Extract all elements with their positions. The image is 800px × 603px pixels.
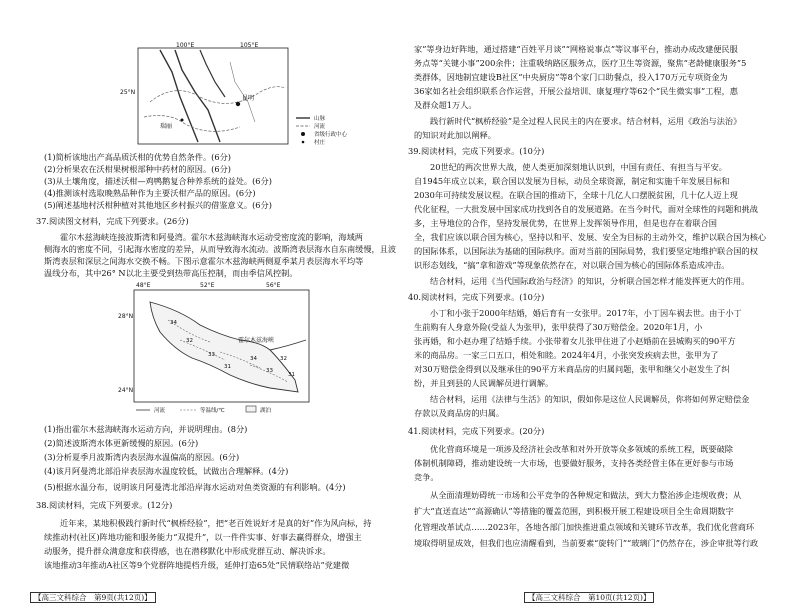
map2-legend-iso: 等温线/℃: [200, 408, 225, 414]
map2-lon-3: 56°E: [266, 282, 281, 289]
map1-legend-capital: 省级行政中心: [314, 132, 348, 138]
q40-text-6: 纷，并且到县的人民调解员进行调解。: [414, 378, 554, 388]
q37-text-3: 斯湾表层和深层之间海水交换不畅。下图示意霍尔木兹海峡两侧夏季某月表层海水平均等: [44, 256, 364, 266]
map2-iso-6: 33: [266, 368, 273, 374]
map2-iso-3: 33: [208, 352, 215, 358]
r-top-4: 36家如名社会组织联系合作运营，开展公益培训、康复理疗等62个“民生微实事”工程，惠: [414, 86, 738, 96]
q39-text-2: 自1945年成立以来，联合国以发展为目标，动员全球资源，制定和实施千年发展目标和: [414, 176, 730, 186]
q37-text-1: 霍尔木兹海峡连接波斯湾和阿曼湾。霍尔木兹海峡海水运动受密度流的影响，海域两: [60, 232, 363, 242]
map1-legend-mountain: 山脉: [314, 116, 326, 122]
q39-text-7: 的国际体系，以国际法为基础的国际秩序。面对当前的国际局势，我们要坚定地维护联合国的权: [414, 246, 758, 256]
r-top-1: 家”等身边好阵地，通过搭建“百姓平月谈”“网格说事点”等议事平台，推动办成改建便民服: [414, 44, 738, 54]
q38-task-1: 践行新时代“枫桥经验”是全过程人民民主的内在要求。结合材料，运用《政治与法治》: [430, 116, 742, 126]
map2-lon-2: 52°E: [200, 282, 215, 289]
r-top-2: 务点等“关键小事”200余件；注重吸纳路区服务点，医疗卫生等资源，聚焦“老龄健康服务”5: [414, 58, 747, 68]
map2-lat-1: 28°N: [118, 313, 134, 320]
q41-text-1: 优化营商环境是一项涉及经济社会改革和对外开放等众多领域的系统工程，既要破除: [430, 444, 733, 454]
map2-iso-7: 32: [280, 356, 287, 362]
map2-legend-lake: 湖泊: [260, 408, 272, 414]
q37-text-4: 温线分布，其中26° N以北主要受到热带高压控制，而由季信风控制。: [44, 268, 298, 278]
map2-strait-label: 霍尔木兹海峡: [238, 337, 275, 344]
q37-item-1: (1)指出霍尔木兹海峡海水运动方向，并说明理由。(8分): [44, 424, 248, 434]
persian-gulf-map: [120, 280, 320, 420]
r-top-5: 及群众超1万人。: [414, 100, 477, 110]
map2-iso-8: 31: [288, 372, 295, 378]
map2-iso-2: 32: [186, 338, 193, 344]
q37-item-4: (4)该月阿曼湾北部沿岸表层海水温度较低，试做出合理解释。(4分): [44, 466, 289, 476]
q38-head: 38.阅读材料，完成下列要求。(12分): [36, 500, 173, 510]
map1-place-2: 昆明: [242, 95, 255, 102]
q37-item-3: (3)分析夏季月波斯湾内表层海水温偏高的原因。(6分): [44, 452, 240, 462]
map2-lon-1: 48°E: [136, 282, 151, 289]
q36-item-1: (1)简析该地出产高品质沃柑的优势自然条件。(6分): [44, 152, 231, 162]
q39-text-6: 全，我们应该以联合国为核心，坚持以和平、发展、安全为目标的主动外交，维护以联合国为核心: [414, 232, 767, 242]
q38-text-1: 近年来，某地积极践行新时代“枫桥经验”，把“老百姓说好才是真的好”作为风向标，持: [60, 518, 372, 528]
map1-place-1: 瑞丽: [160, 123, 173, 130]
q39-text-8: 识形态划线，“搞”拿和游戏”等现象依然存在，对以联合国为核心的国际体系造成冲击。: [414, 260, 730, 270]
q40-text-3: 张再婚，和小赵办理了结婚手续。小张带着女儿张甲住进了小赵婚前在县城购买的90平方: [414, 336, 736, 346]
q41-text-7: 境取得明显成效，但我们也应清醒看到，当前要素“旋转门”“玻璃门”仍然存在，涉企审批等行政: [414, 538, 759, 548]
r-top-3: 类群体，因地制宜建设B社区“中央厨房”等8个家门口助餐点，投入170万元专项资金为: [414, 72, 728, 82]
q36-item-5: (5)阐述基地村沃柑种植对其他地区乡村振兴的借鉴意义。(6分): [44, 200, 272, 210]
map1-lon-1: 100°E: [176, 42, 195, 49]
q38-text-3: 动服务，提升群众满意度和获得感，也在潜移默化中形成党群互动、解决诉求。: [44, 546, 331, 556]
left-footer: 【高三文科综合 第9页(共12页)】: [30, 592, 156, 603]
q40-text-5: 对30万赔偿金得到以及继承住的90平方米商品房的归属问题，张甲和继父小赵发生了纠: [414, 364, 730, 374]
q37-text-2: 侧海水的密度不同，引起海水密度的差异，从而导致海水流动。波斯湾表层海水自东南缓慢，且波: [44, 244, 397, 254]
q41-head: 41.阅读材料，完成下列要求。(20分): [408, 426, 545, 436]
q41-text-5: 扩大“直送直达”“高源确认”等措施的覆盖范围，到积极开展工程建设项目全生命周期数字: [414, 506, 734, 516]
map2-iso-4: 31: [224, 364, 231, 370]
q37-item-5: (5)根据水温分布，说明该月阿曼湾北部沿岸海水运动对鱼类资源的有利影响。(4分): [44, 482, 346, 492]
map1-legend-village: 村庄: [314, 140, 326, 146]
q38-task-2: 的知识对此加以阐释。: [414, 130, 496, 140]
q40-task-1: 结合材料，运用《法律与生活》的知识，假如你是这位人民调解员，你将如何界定赔偿金: [430, 394, 750, 404]
q39-text-1: 20世纪的两次世界大战，使人类更加深刻地认识到，中国有责任、有担当与平安。: [430, 162, 727, 172]
map1-lon-2: 105°E: [240, 42, 259, 49]
q41-text-2: 体制机制障碍，推动建设统一大市场，也要做好服务，支持各类经营主体在更好参与市场: [414, 458, 734, 468]
q40-head: 40.阅读材料，完成下列要求。(10分): [408, 292, 545, 302]
yunnan-map: [120, 42, 360, 150]
right-footer: 【高三文科综合 第10页(共12页)】: [524, 592, 654, 603]
q41-text-6: 化管理改革试点……2023年，各地各部门加快推进重点领域和关键环节改革，我们优化营商环: [414, 522, 755, 532]
q39-task: 结合材料，运用《当代国际政治与经济》的知识，分析联合国怎样才能发挥更大的作用。: [430, 276, 750, 286]
q38-text-4: 该地推动3年推动A社区等9个党群阵地提档升级，延伸打造65处“民情联络站”党建微: [44, 560, 350, 570]
q40-text-1: 小丁和小张于2000年结婚，婚后育有一女张甲。2017年，小丁因车祸去世。由于小丁: [430, 308, 742, 318]
q36-item-2: (2)分析果农在沃柑果树根部种中药材的原因。(6分): [44, 164, 231, 174]
q39-head: 39.阅读材料，完成下列要求。(10分): [408, 146, 545, 156]
q40-text-2: 生前购有人身意外险(受益人为张甲)，张甲获得了30万赔偿金。2020年1月，小: [414, 322, 703, 332]
map2-iso-5: 34: [250, 356, 257, 362]
right-page: [400, 0, 800, 603]
q40-text-4: 米的商品房。一家三口五口，相处和睦。2024年4月，小张突发疾病去世，张甲为了: [414, 350, 719, 360]
q37-item-2: (2)简述波斯湾水体更新缓慢的原因。(6分): [44, 438, 199, 448]
map2-iso-1: 34: [170, 320, 177, 326]
q40-task-2: 存款以及商品房的归属。: [414, 408, 505, 418]
q39-text-5: 多，主导地位的合作，坚持发展优势，在世界上发挥领导作用，但是也存在着联合国: [414, 218, 717, 228]
map2-lat-2: 24°N: [118, 387, 134, 394]
q41-text-4: 从全面清理妨碍统一市场和公平竞争的各种规定和做法，到大力整治涉企违规收费；从: [430, 490, 742, 500]
q41-text-3: 竞争。: [414, 472, 439, 482]
q36-item-3: (3)从土壤角度，描述沃柑—鸡鸭鹅复合种养系统的益处。(6分): [44, 176, 272, 186]
map1-lat: 25°N: [120, 89, 136, 96]
q38-text-2: 续推动村(社区)阵地功能和服务能力“双提升”，以一件件实事、好事去赢得群众，增强主: [44, 532, 362, 542]
map1-legend-river: 河流: [314, 124, 326, 130]
q39-text-3: 2030年可持续发展议程。在联合国的推动下，全球十几亿人口摆脱贫困，几十亿人迈上现: [414, 190, 738, 200]
map2-legend-river: 河流: [154, 408, 166, 414]
q37-head: 37.阅读图文材料，完成下列要求。(26分): [36, 216, 189, 226]
q36-item-4: (4)推测该村选取晚熟品种作为主要沃柑产品的原因。(6分): [44, 188, 256, 198]
q39-text-4: 代化征程，一大批发展中国家成功找到各自的发展道路。在当今时代，面对全球性的问题和挑战: [414, 204, 758, 214]
